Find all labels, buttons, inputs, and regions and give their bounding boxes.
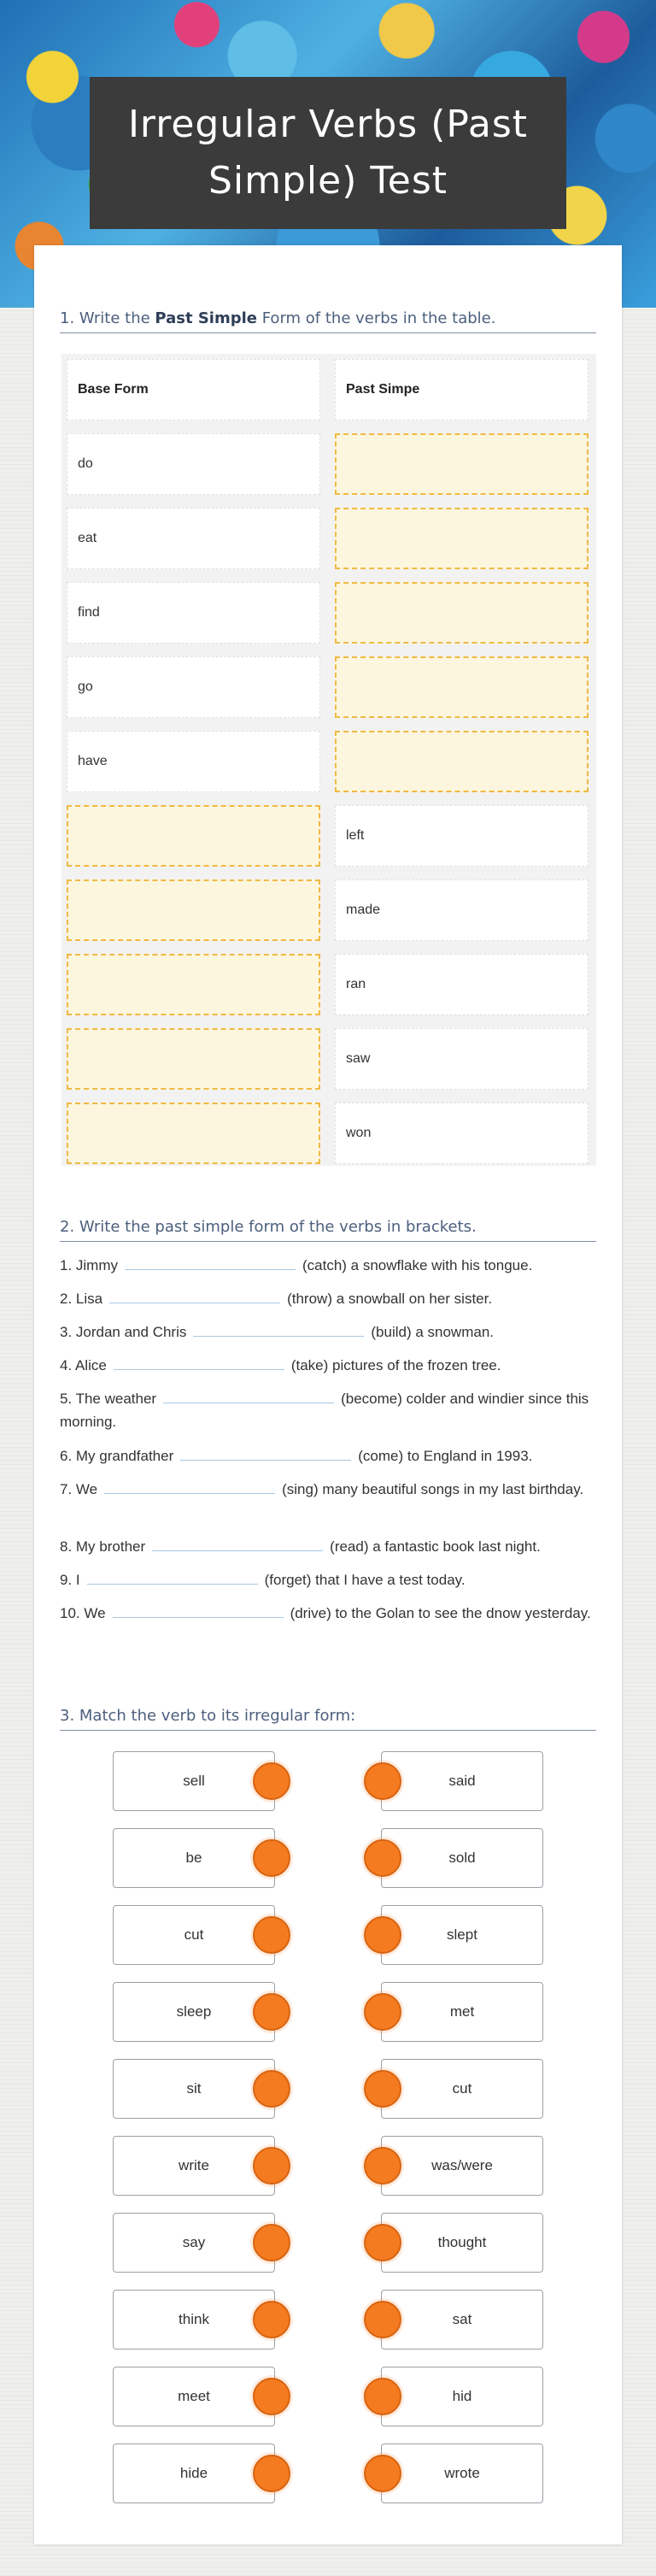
match-connector-dot[interactable]: [364, 1839, 401, 1877]
sentence-item: [60, 1254, 596, 1277]
sentence-pre: 7. We: [60, 1481, 98, 1497]
table-cell-past: made: [335, 879, 589, 941]
answer-field[interactable]: [67, 954, 320, 1015]
match-connector-dot[interactable]: [253, 1916, 290, 1954]
match-connector-dot[interactable]: [253, 2378, 290, 2415]
sentence-item: [60, 1444, 596, 1467]
section1-title-bold: Past Simple: [155, 309, 257, 327]
match-connector-dot[interactable]: [253, 2455, 290, 2492]
match-connector-dot[interactable]: [364, 1993, 401, 2031]
match-connector-dot[interactable]: [253, 2070, 290, 2108]
match-left-item[interactable]: hide: [113, 2444, 275, 2503]
table-header-base: Base Form: [67, 359, 320, 421]
table-cell-past: ran: [335, 954, 589, 1015]
sentence-item: [60, 1568, 596, 1591]
table-cell-base: do: [67, 433, 320, 495]
match-connector-dot[interactable]: [364, 2378, 401, 2415]
match-right-item[interactable]: sat: [381, 2290, 543, 2350]
sentence-pre: 4. Alice: [60, 1357, 107, 1373]
blank-input[interactable]: [87, 1569, 258, 1585]
title-box: [90, 77, 566, 229]
table-cell-base: eat: [67, 508, 320, 569]
match-connector-dot[interactable]: [364, 1762, 401, 1800]
match-connector-dot[interactable]: [364, 2455, 401, 2492]
match-connector-dot[interactable]: [364, 1916, 401, 1954]
table-cell-past: left: [335, 805, 589, 867]
match-connector-dot[interactable]: [364, 2301, 401, 2338]
match-right-item[interactable]: was/were: [381, 2136, 543, 2196]
match-connector-dot[interactable]: [364, 2224, 401, 2261]
sentence-post: (sing) many beautiful songs in my last birthday.: [282, 1481, 584, 1497]
sentence-post: (catch) a snowflake with his tongue.: [302, 1257, 533, 1273]
match-left-item[interactable]: sleep: [113, 1982, 275, 2042]
table-cell-past: saw: [335, 1028, 589, 1090]
table-cell-past: won: [335, 1103, 589, 1164]
blank-input[interactable]: [152, 1536, 323, 1551]
blank-input[interactable]: [193, 1321, 364, 1337]
blank-input[interactable]: [113, 1603, 284, 1618]
match-right-item[interactable]: thought: [381, 2213, 543, 2273]
match-connector-dot[interactable]: [253, 1839, 290, 1877]
blank-input[interactable]: [125, 1255, 296, 1270]
sentence-item: [60, 1354, 596, 1377]
sentence-pre: 3. Jordan and Chris: [60, 1324, 187, 1340]
sentence-pre: 1. Jimmy: [60, 1257, 118, 1273]
match-left-item[interactable]: cut: [113, 1905, 275, 1965]
sentence-post: (become) colder and windier since this morning.: [60, 1391, 589, 1430]
answer-field[interactable]: [335, 508, 589, 569]
sentence-item: [60, 1320, 596, 1344]
sentence-pre: 9. I: [60, 1572, 80, 1588]
match-right-item[interactable]: cut: [381, 2059, 543, 2119]
sentence-item: [60, 1287, 596, 1310]
section3-title: 3. Match the verb to its irregular form:: [60, 1707, 596, 1731]
table-cell-base: have: [67, 731, 320, 792]
sentence-post: (throw) a snowball on her sister.: [287, 1291, 493, 1307]
match-left-item[interactable]: write: [113, 2136, 275, 2196]
sentence-post: (forget) that I have a test today.: [264, 1572, 466, 1588]
answer-field[interactable]: [67, 879, 320, 941]
blank-input[interactable]: [104, 1479, 275, 1494]
sentence-pre: 10. We: [60, 1605, 106, 1621]
blank-input[interactable]: [109, 1288, 280, 1303]
section1-title: [60, 309, 596, 333]
match-right-item[interactable]: met: [381, 1982, 543, 2042]
answer-field[interactable]: [67, 805, 320, 867]
match-connector-dot[interactable]: [364, 2147, 401, 2185]
sentence-pre: 2. Lisa: [60, 1291, 103, 1307]
blank-input[interactable]: [163, 1388, 334, 1403]
sentence-post: (read) a fantastic book last night.: [330, 1538, 541, 1555]
match-connector-dot[interactable]: [253, 2301, 290, 2338]
sentence-post: (build) a snowman.: [371, 1324, 494, 1340]
blank-input[interactable]: [114, 1355, 284, 1370]
section1-title-post: Form of the verbs in the table.: [257, 309, 496, 327]
match-left-item[interactable]: sit: [113, 2059, 275, 2119]
table-header-past: Past Simpe: [335, 359, 589, 421]
verb-table: [62, 354, 596, 1166]
table-cell-base: go: [67, 656, 320, 718]
worksheet-card: [34, 245, 622, 2544]
answer-field[interactable]: [335, 582, 589, 644]
match-left-item[interactable]: say: [113, 2213, 275, 2273]
answer-field[interactable]: [335, 433, 589, 495]
section1-title-pre: 1. Write the: [60, 309, 155, 327]
sentence-post: (drive) to the Golan to see the dnow yesterday.: [290, 1605, 591, 1621]
match-left-item[interactable]: think: [113, 2290, 275, 2350]
answer-field[interactable]: [335, 731, 589, 792]
answer-field[interactable]: [67, 1103, 320, 1164]
match-right-item[interactable]: wrote: [381, 2444, 543, 2503]
match-connector-dot[interactable]: [253, 1762, 290, 1800]
match-right-item[interactable]: slept: [381, 1905, 543, 1965]
sentence-post: (take) pictures of the frozen tree.: [290, 1357, 501, 1373]
match-right-item[interactable]: hid: [381, 2367, 543, 2426]
match-connector-dot[interactable]: [253, 1993, 290, 2031]
match-left-item[interactable]: meet: [113, 2367, 275, 2426]
sentence-pre: 6. My grandfather: [60, 1448, 174, 1464]
table-cell-base: find: [67, 582, 320, 644]
blank-input[interactable]: [180, 1445, 351, 1461]
sentence-pre: 5. The weather: [60, 1391, 157, 1407]
page-title: Irregular Verbs (Past Simple) Test: [127, 103, 529, 203]
match-left-item[interactable]: sell: [113, 1751, 275, 1811]
match-right-item[interactable]: said: [381, 1751, 543, 1811]
answer-field[interactable]: [67, 1028, 320, 1090]
sentence-item: [60, 1478, 596, 1501]
match-connector-dot[interactable]: [253, 2224, 290, 2261]
answer-field[interactable]: [335, 656, 589, 718]
section2-title: 2. Write the past simple form of the verbs in brackets.: [60, 1218, 596, 1242]
match-connector-dot[interactable]: [364, 2070, 401, 2108]
sentence-item: [60, 1387, 596, 1433]
sentence-item: [60, 1535, 596, 1558]
sentence-item: [60, 1602, 596, 1625]
match-left-item[interactable]: be: [113, 1828, 275, 1888]
sentence-pre: 8. My brother: [60, 1538, 146, 1555]
match-connector-dot[interactable]: [253, 2147, 290, 2185]
sentence-post: (come) to England in 1993.: [358, 1448, 533, 1464]
match-right-item[interactable]: sold: [381, 1828, 543, 1888]
